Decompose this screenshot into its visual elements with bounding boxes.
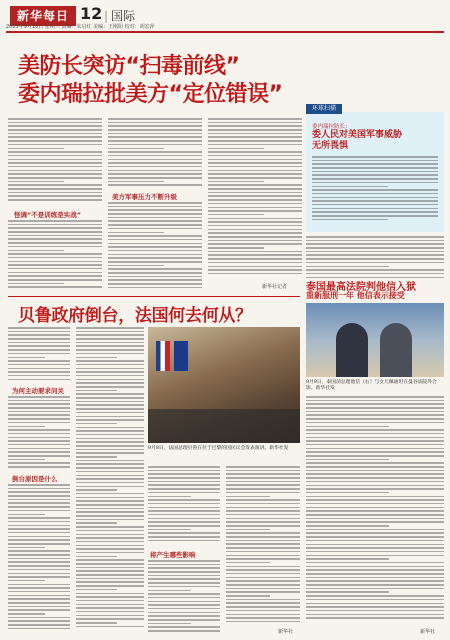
article1-column-2 (108, 118, 202, 190)
article2-subhead-1: 为何主动要求问关 (12, 387, 64, 395)
flag-icon (156, 341, 170, 371)
article1-column-1 (8, 118, 102, 206)
article2-headline: 贝鲁政府倒台，法国何去何从？ (18, 306, 252, 326)
article1-subhead-1: 怪调“不是训练是实战” (14, 211, 82, 219)
article2-column-2 (76, 327, 144, 634)
article2-top-rule (8, 296, 300, 297)
article3-headline-line2: 重新服刑一年 他信表示接受 (306, 291, 405, 300)
newspaper-logo: 新华每日 (10, 6, 76, 26)
article3-byline: 新华社 (420, 629, 436, 635)
article3-headline-line1: 泰国最高法院判他信入狱 (306, 282, 416, 293)
article2-subhead-2: 倒台原因是什么 (12, 475, 58, 483)
article2-byline: 新华社 (278, 629, 294, 635)
article2-photo-caption: 9月8日，法国总理贝鲁在位于巴黎的国民议会发表演讲。新华社发 (148, 446, 289, 451)
sidebar-headline-line1: 委人民对美国军事威胁 (312, 130, 403, 140)
article1-column-2b (108, 202, 202, 292)
section-name: | 国际 (104, 7, 135, 24)
sidebar-body (312, 156, 438, 226)
article1-column-3 (208, 118, 302, 280)
article1-column-1b (8, 220, 102, 292)
masthead-rule (6, 31, 444, 33)
person-figure (336, 323, 368, 377)
article1-byline: 新华社记者 (262, 284, 288, 290)
article1-subhead-2: 美方军事压力不断升级 (112, 193, 177, 201)
article3-photo-caption: 9月9日，泰国前总理他信（右）与女儿佩通坦在曼谷法院外合影。新华社发 (306, 380, 437, 391)
person-figure (380, 323, 412, 377)
article1-headline-line2: 委内瑞拉批美方“定位错误” (18, 82, 283, 107)
article2-photo (148, 327, 300, 443)
sidebar-kicker: 委内瑞拉防长： (312, 124, 351, 130)
article2-subhead-3: 将产生哪些影响 (150, 551, 196, 559)
page-number: 12 (80, 4, 103, 23)
article2-column-1b (8, 396, 70, 470)
podium (148, 409, 300, 443)
article1-headline-line1: 美防长突访“扫毒前线” (18, 54, 240, 79)
sidebar-tag: 环球扫描 (306, 104, 342, 114)
sidebar-headline-line2: 无所畏惧 (312, 141, 349, 151)
article2-column-1 (8, 327, 70, 383)
article2-column-4 (226, 466, 300, 626)
date-line: 2025年9月10日 星期三 责编：朱启红 美编：王刚阳 校对：胡宏萍 (6, 24, 155, 30)
sidebar-box (306, 105, 444, 232)
article3-body (306, 396, 444, 624)
flag-icon (174, 341, 188, 371)
article2-column-3b (148, 560, 220, 634)
article2-column-1c (8, 484, 70, 634)
article3-photo (306, 303, 444, 377)
article2-column-3 (148, 466, 220, 546)
sidebar-body-below (306, 236, 444, 284)
